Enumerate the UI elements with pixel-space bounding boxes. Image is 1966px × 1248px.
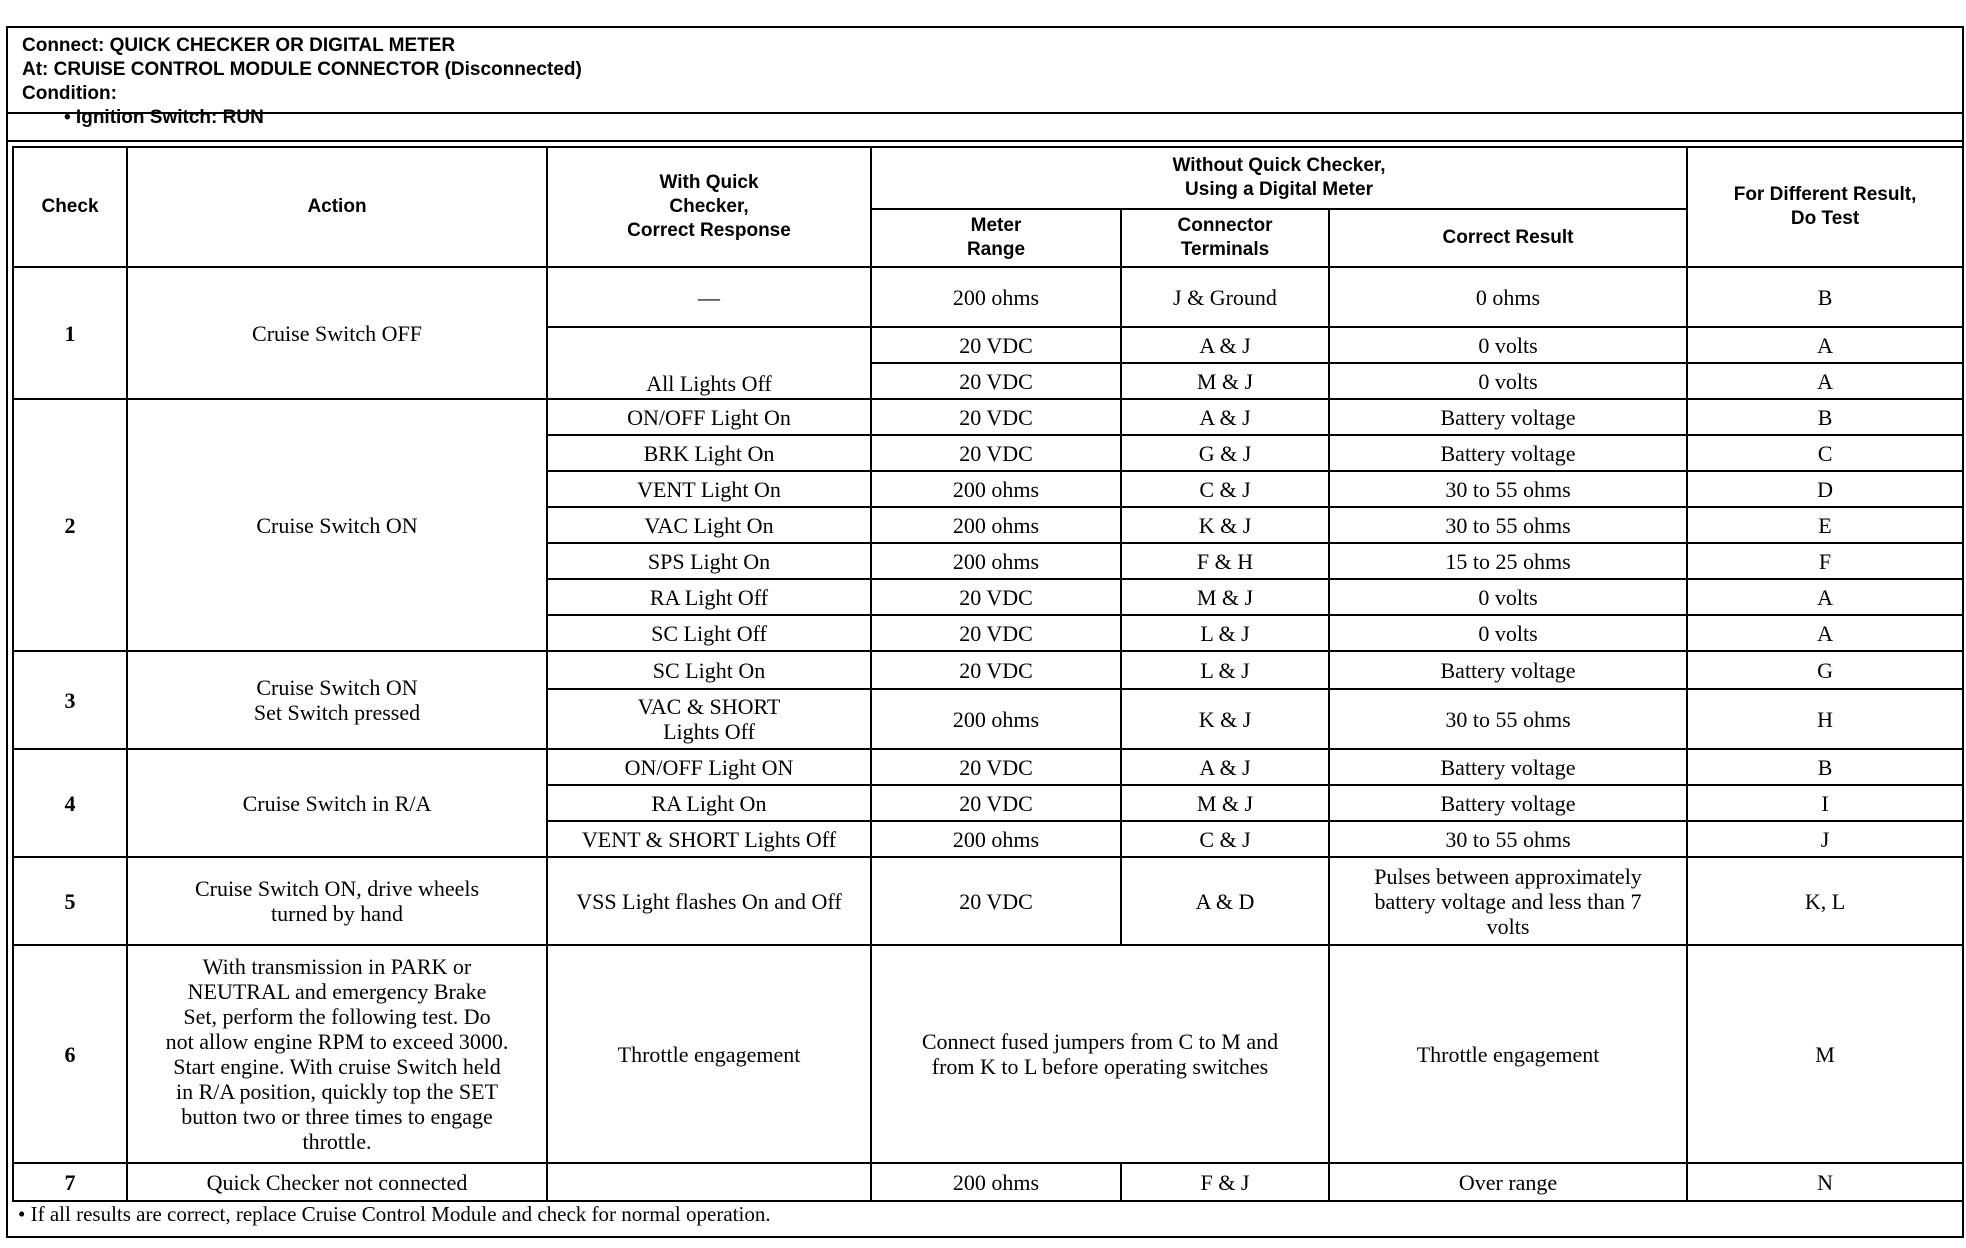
quick-response: ON/OFF Light ON — [547, 749, 871, 785]
col-result-header: Correct Result — [1329, 209, 1687, 267]
check-action: Cruise Switch ON Set Switch pressed — [127, 651, 547, 749]
correct-result: Battery voltage — [1329, 399, 1687, 435]
connector-terminals: J & Ground — [1121, 267, 1329, 327]
connector-terminals: M & J — [1121, 363, 1329, 399]
table-row — [13, 399, 1963, 435]
quick-response: ON/OFF Light On — [547, 399, 871, 435]
meter-range: 200 ohms — [871, 471, 1121, 507]
do-test: J — [1687, 821, 1963, 857]
check-action: Cruise Switch OFF — [127, 267, 547, 399]
check-number: 7 — [13, 1163, 127, 1201]
check-number: 6 — [13, 945, 127, 1163]
check-number: 2 — [13, 399, 127, 651]
quick-response: VAC & SHORT Lights Off — [547, 689, 871, 749]
connector-terminals: C & J — [1121, 821, 1329, 857]
correct-result: Battery voltage — [1329, 651, 1687, 689]
condition-line: Condition: — [22, 83, 117, 104]
table-row — [13, 267, 1963, 327]
quick-response: SC Light Off — [547, 615, 871, 651]
connector-terminals: F & H — [1121, 543, 1329, 579]
test-header — [8, 28, 1962, 140]
correct-result: 0 volts — [1329, 363, 1687, 399]
meter-range: 20 VDC — [871, 615, 1121, 651]
meter-range: 200 ohms — [871, 267, 1121, 327]
quick-response: SC Light On — [547, 651, 871, 689]
connector-terminals: L & J — [1121, 615, 1329, 651]
table-row — [13, 1163, 1963, 1201]
connector-terminals: A & J — [1121, 327, 1329, 363]
do-test: F — [1687, 543, 1963, 579]
check-action: Cruise Switch in R/A — [127, 749, 547, 857]
check-action: Cruise Switch ON, drive wheels turned by hand — [127, 857, 547, 945]
check-number: 3 — [13, 651, 127, 749]
meter-range: 200 ohms — [871, 821, 1121, 857]
meter-range: 200 ohms — [871, 543, 1121, 579]
col-quick-header: With Quick Checker, Correct Response — [547, 147, 871, 267]
correct-result: 30 to 55 ohms — [1329, 689, 1687, 749]
correct-result: Throttle engagement — [1329, 945, 1687, 1163]
quick-response: RA Light On — [547, 785, 871, 821]
connector-terminals: C & J — [1121, 471, 1329, 507]
col-meter-header: Meter Range — [871, 209, 1121, 267]
header-rule-2 — [8, 140, 1962, 142]
correct-result: Battery voltage — [1329, 435, 1687, 471]
correct-result: 0 ohms — [1329, 267, 1687, 327]
check-number: 4 — [13, 749, 127, 857]
correct-result: 30 to 55 ohms — [1329, 507, 1687, 543]
quick-response: BRK Light On — [547, 435, 871, 471]
diagnostic-table — [12, 146, 1964, 1202]
meter-range: 20 VDC — [871, 749, 1121, 785]
meter-range: 20 VDC — [871, 435, 1121, 471]
col-test-header: For Different Result, Do Test — [1687, 147, 1963, 267]
do-test: C — [1687, 435, 1963, 471]
quick-response: VAC Light On — [547, 507, 871, 543]
correct-result: Battery voltage — [1329, 749, 1687, 785]
meter-range: 20 VDC — [871, 857, 1121, 945]
test-chart-page — [6, 26, 1964, 1238]
correct-result: 0 volts — [1329, 579, 1687, 615]
quick-response: VENT & SHORT Lights Off — [547, 821, 871, 857]
meter-range: 200 ohms — [871, 689, 1121, 749]
check-action: Quick Checker not connected — [127, 1163, 547, 1201]
quick-response: VENT Light On — [547, 471, 871, 507]
meter-range: 200 ohms — [871, 507, 1121, 543]
meter-range: 20 VDC — [871, 579, 1121, 615]
connect-line: Connect: QUICK CHECKER OR DIGITAL METER — [22, 35, 456, 56]
meter-range: 20 VDC — [871, 651, 1121, 689]
footnote: • If all results are correct, replace Cruise Control Module and check for normal operation. — [18, 1202, 771, 1226]
correct-result: Over range — [1329, 1163, 1687, 1201]
quick-response: RA Light Off — [547, 579, 871, 615]
correct-result: Battery voltage — [1329, 785, 1687, 821]
correct-result: 30 to 55 ohms — [1329, 471, 1687, 507]
do-test: A — [1687, 579, 1963, 615]
connector-terminals: K & J — [1121, 507, 1329, 543]
do-test: A — [1687, 363, 1963, 399]
meter-range: 200 ohms — [871, 1163, 1121, 1201]
correct-result: 0 volts — [1329, 327, 1687, 363]
connector-terminals: M & J — [1121, 785, 1329, 821]
connector-terminals: F & J — [1121, 1163, 1329, 1201]
do-test: M — [1687, 945, 1963, 1163]
do-test: A — [1687, 327, 1963, 363]
connector-terminals: A & J — [1121, 749, 1329, 785]
meter-range: 20 VDC — [871, 785, 1121, 821]
table-row — [13, 749, 1963, 785]
do-test: H — [1687, 689, 1963, 749]
connector-terminals: A & J — [1121, 399, 1329, 435]
table-row — [13, 857, 1963, 945]
col-without-header: Without Quick Checker, Using a Digital Meter — [871, 147, 1687, 209]
do-test: B — [1687, 399, 1963, 435]
correct-result: 0 volts — [1329, 615, 1687, 651]
table-row — [13, 651, 1963, 689]
connector-terminals: G & J — [1121, 435, 1329, 471]
at-line: At: CRUISE CONTROL MODULE CONNECTOR (Disconnected) — [22, 59, 582, 80]
connector-terminals: A & D — [1121, 857, 1329, 945]
table-row — [13, 945, 1963, 1163]
col-action-header: Action — [127, 147, 547, 267]
do-test: N — [1687, 1163, 1963, 1201]
do-test: I — [1687, 785, 1963, 821]
check-number: 5 — [13, 857, 127, 945]
condition-item: • Ignition Switch: RUN — [64, 107, 264, 128]
meter-range: 20 VDC — [871, 399, 1121, 435]
quick-response: All Lights Off — [547, 327, 871, 399]
check-action: With transmission in PARK or NEUTRAL and emergency Brake Set, perform the following test. Do not allow engine RPM to exceed 3000. Start engine. With cruise Switch held in R/A position, quickly top the SET button two or three times to engage throttle. — [127, 945, 547, 1163]
col-terminals-header: Connector Terminals — [1121, 209, 1329, 267]
do-test: B — [1687, 749, 1963, 785]
do-test: A — [1687, 615, 1963, 651]
meter-instruction: Connect fused jumpers from C to M and from K to L before operating switches — [871, 945, 1329, 1163]
quick-response: VSS Light flashes On and Off — [547, 857, 871, 945]
quick-response — [547, 1163, 871, 1201]
correct-result: 30 to 55 ohms — [1329, 821, 1687, 857]
connector-terminals: K & J — [1121, 689, 1329, 749]
do-test: B — [1687, 267, 1963, 327]
do-test: D — [1687, 471, 1963, 507]
col-check-header: Check — [13, 147, 127, 267]
meter-range: 20 VDC — [871, 363, 1121, 399]
quick-response: SPS Light On — [547, 543, 871, 579]
connector-terminals: L & J — [1121, 651, 1329, 689]
quick-response: Throttle engagement — [547, 945, 871, 1163]
do-test: G — [1687, 651, 1963, 689]
check-number: 1 — [13, 267, 127, 399]
do-test: E — [1687, 507, 1963, 543]
check-action: Cruise Switch ON — [127, 399, 547, 651]
header-rule-1 — [8, 112, 1962, 114]
quick-response: — — [547, 267, 871, 327]
do-test: K, L — [1687, 857, 1963, 945]
correct-result: Pulses between approximately battery voltage and less than 7 volts — [1329, 857, 1687, 945]
meter-range: 20 VDC — [871, 327, 1121, 363]
connector-terminals: M & J — [1121, 579, 1329, 615]
correct-result: 15 to 25 ohms — [1329, 543, 1687, 579]
